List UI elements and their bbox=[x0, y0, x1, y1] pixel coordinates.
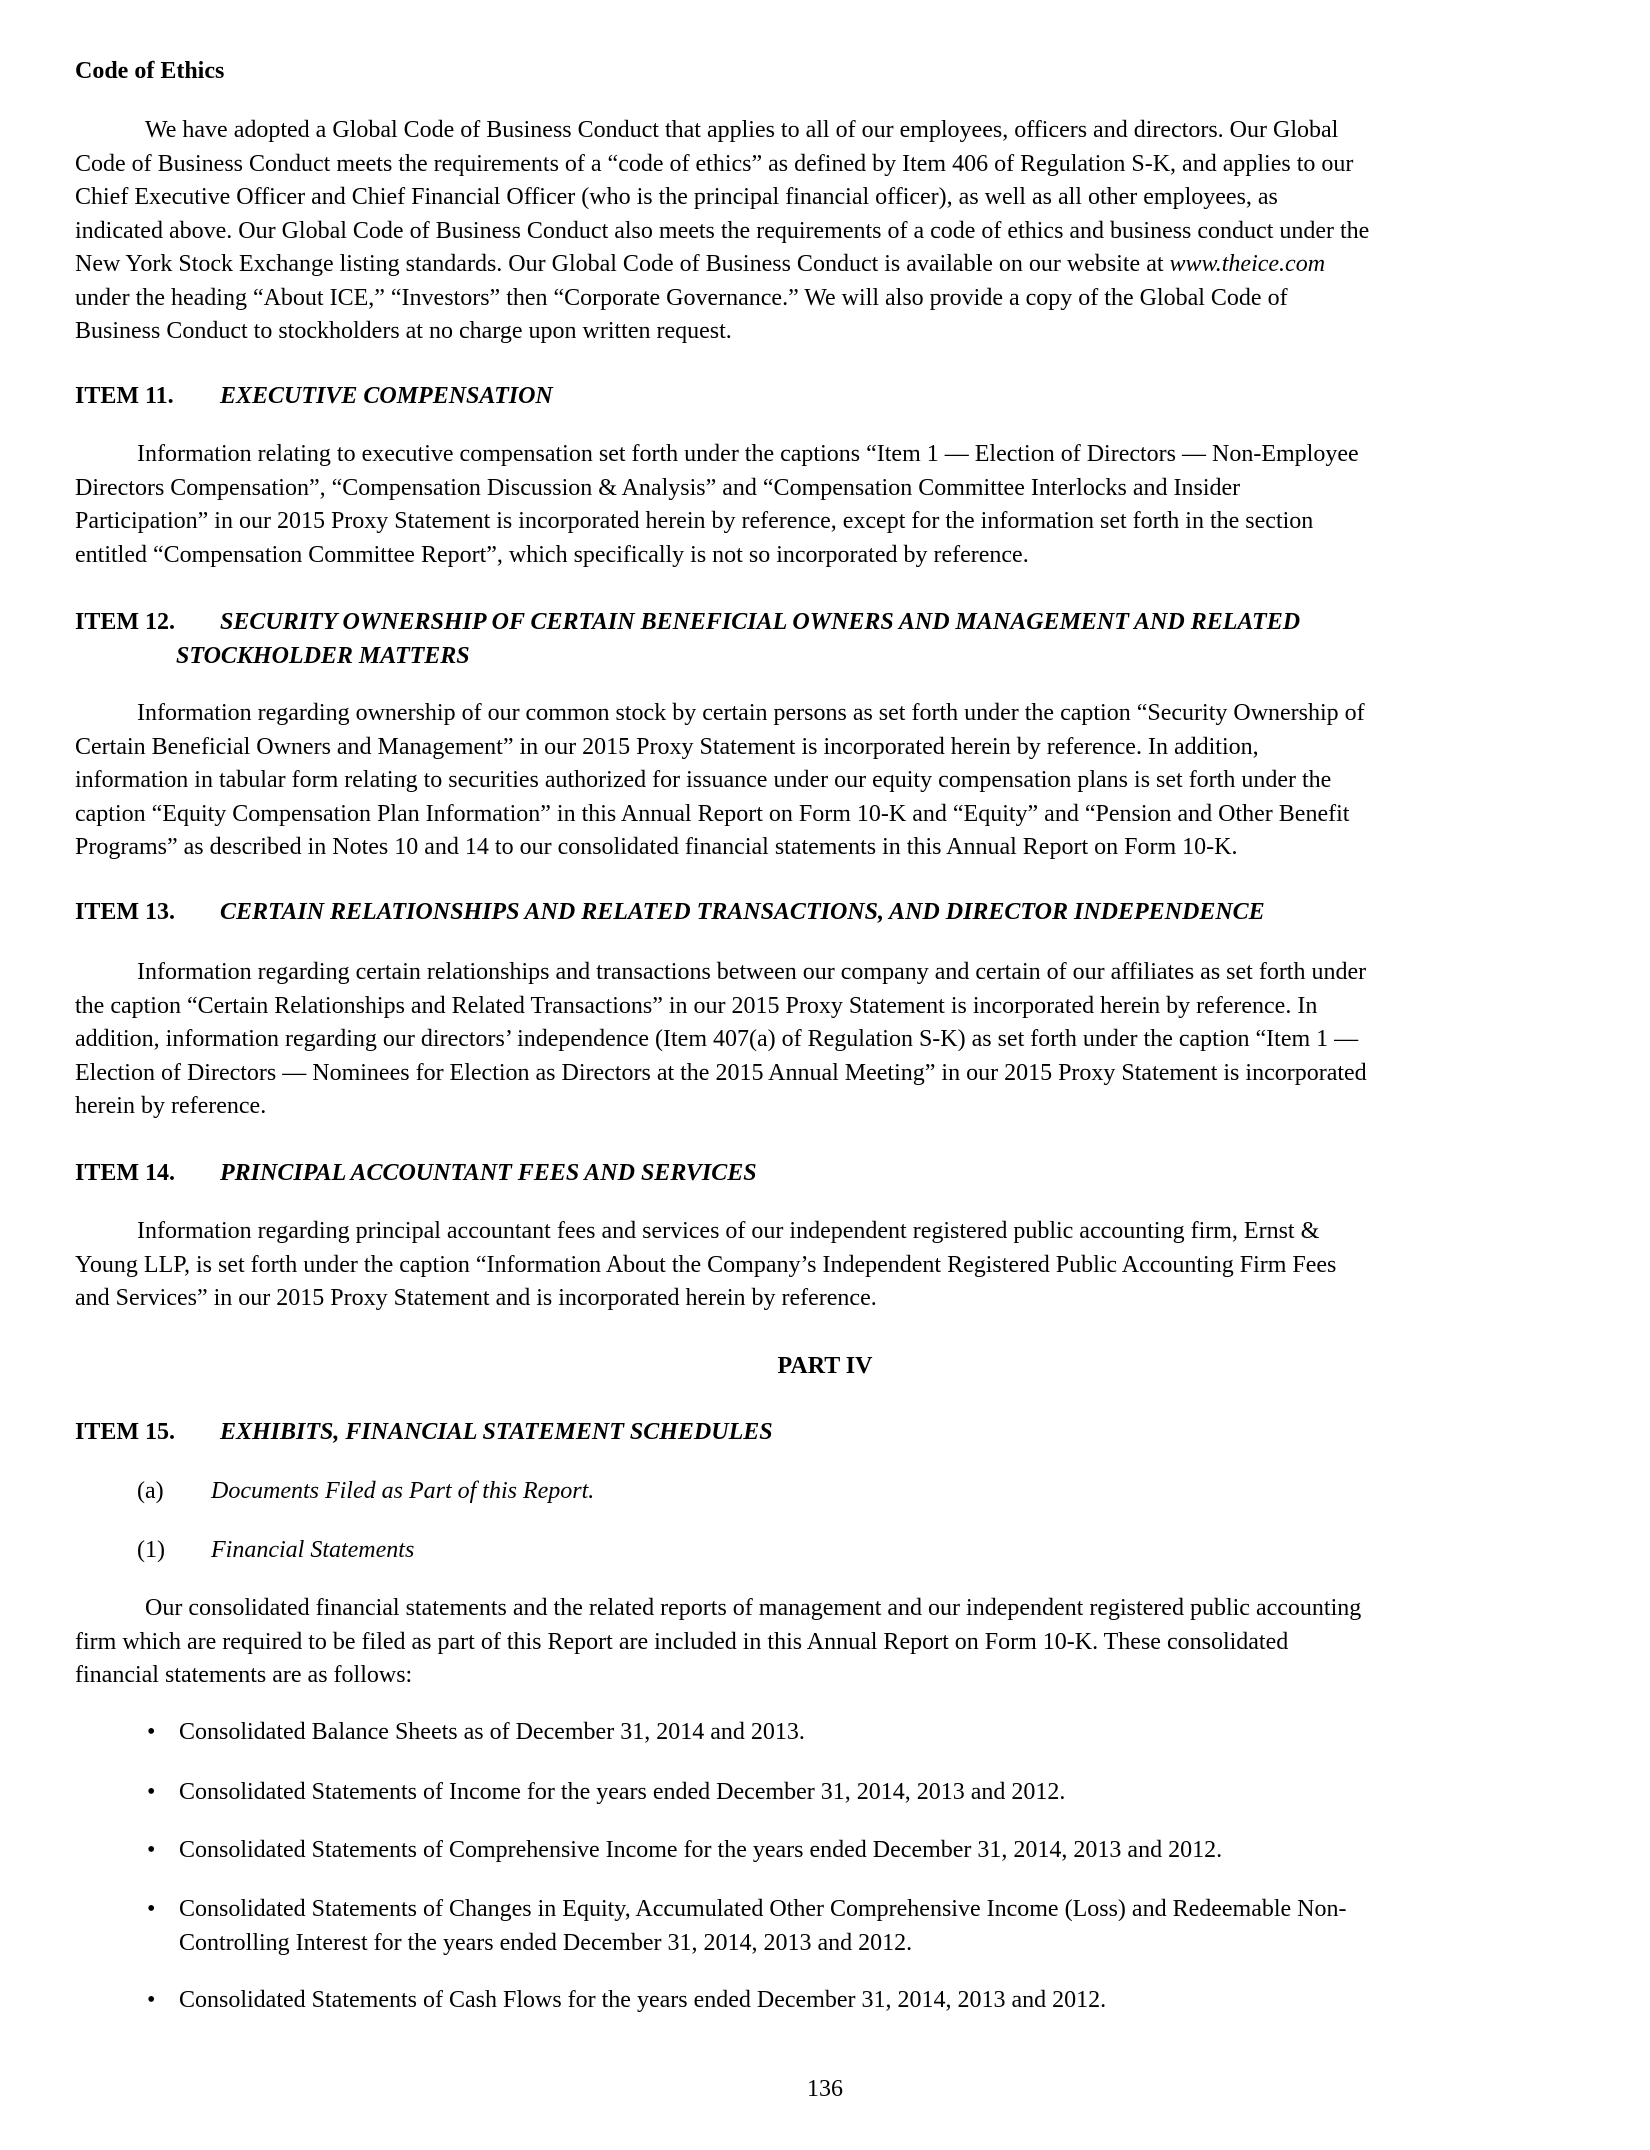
paragraph-line bbox=[75, 1249, 1595, 1283]
paragraph-line bbox=[75, 798, 1595, 832]
paragraph-line bbox=[75, 731, 1595, 765]
bullet-text: Controlling Interest for the years ended December 31, 2014, 2013 and 2012. bbox=[179, 1929, 913, 1956]
paragraph-line bbox=[75, 438, 1595, 472]
paragraph-line-text: New York Stock Exchange listing standards. Our Global Code of Business Conduct is available on our website at bbox=[75, 251, 1170, 277]
item-heading-line bbox=[75, 1157, 1595, 1191]
item-title: SECURITY OWNERSHIP OF CERTAIN BENEFICIAL OWNERS AND MANAGEMENT AND RELATED bbox=[220, 609, 1301, 635]
section-heading: Code of Ethics bbox=[75, 58, 225, 84]
paragraph-line-text: Code of Business Conduct meets the requirements of a “code of ethics” as defined by Item 406 of Regulation S-K, and applies to our bbox=[75, 150, 1354, 177]
item-heading-line bbox=[75, 380, 1595, 414]
subsection-1 bbox=[75, 1534, 1650, 1568]
bullet-line bbox=[147, 1984, 1650, 2018]
paragraph-line-text: Information regarding principal accountant fees and services of our independent registered public accounting firm, Ernst & bbox=[137, 1218, 1320, 1244]
bullet-list-item bbox=[75, 1834, 1650, 1868]
paragraph-line bbox=[75, 114, 1595, 148]
website-link: www.theice.com bbox=[1169, 251, 1326, 277]
paragraph-line-text: entitled “Compensation Committee Report”, which specifically is not so incorporated by reference. bbox=[75, 541, 1029, 568]
item-number: ITEM 14. bbox=[75, 1160, 176, 1186]
paragraph-line bbox=[75, 697, 1595, 731]
bullet-text: Consolidated Statements of Comprehensive Income for the years ended December 31, 2014, 2013 and 2012. bbox=[179, 1837, 1223, 1863]
subsection-label: (a) bbox=[137, 1478, 164, 1504]
paragraph-line bbox=[75, 764, 1595, 798]
paragraph-line bbox=[75, 1659, 1595, 1693]
bullet-text: Consolidated Statements of Income for the years ended December 31, 2014, 2013 and 2012. bbox=[179, 1779, 1066, 1805]
bullet-line bbox=[147, 1927, 1650, 1961]
item13-heading bbox=[75, 896, 1595, 930]
item-heading-line bbox=[75, 606, 1595, 640]
paragraph-line bbox=[75, 539, 1595, 573]
item-title: EXHIBITS, FINANCIAL STATEMENT SCHEDULES bbox=[220, 1419, 773, 1445]
paragraph-line bbox=[75, 1626, 1595, 1660]
paragraph-line bbox=[75, 1215, 1595, 1249]
part-heading: PART IV bbox=[777, 1353, 873, 1379]
paragraph-line bbox=[75, 1057, 1595, 1091]
subsection-line bbox=[137, 1475, 1650, 1509]
paragraph-line-text: addition, information regarding our directors’ independence (Item 407(a) of Regulation S-K) as set forth under the caption “Item 1 — bbox=[75, 1026, 1359, 1052]
paragraph-line bbox=[75, 1282, 1595, 1316]
item-number: ITEM 13. bbox=[75, 899, 176, 925]
paragraph-line-text: We have adopted a Global Code of Business Conduct that applies to all of our employees, officers and directors. Our Global bbox=[145, 117, 1339, 143]
item-title-continued: STOCKHOLDER MATTERS bbox=[176, 642, 470, 669]
item15-paragraph bbox=[75, 1592, 1595, 1693]
paragraph-line bbox=[75, 315, 1595, 349]
item-number: ITEM 12. bbox=[75, 609, 176, 635]
subsection-title: Documents Filed as Part of this Report. bbox=[211, 1478, 595, 1504]
item-title: EXECUTIVE COMPENSATION bbox=[220, 383, 553, 409]
paragraph-line-text: the caption “Certain Relationships and Related Transactions” in our 2015 Proxy Statement is incorporated herein by reference. In bbox=[75, 992, 1318, 1019]
paragraph-line-text: Our consolidated financial statements and the related reports of management and our independent registered public accounting bbox=[145, 1595, 1362, 1621]
bullet-line bbox=[147, 1834, 1650, 1868]
paragraph-line-text: under the heading “About ICE,” “Investors” then “Corporate Governance.” We will also provide a copy of the Global Code of bbox=[75, 284, 1288, 311]
paragraph-line-text: Information regarding certain relationships and transactions between our company and certain of our affiliates as set forth under bbox=[137, 959, 1367, 985]
paragraph-line bbox=[75, 831, 1595, 865]
bullet-line bbox=[147, 1893, 1650, 1927]
page-number: 136 bbox=[807, 2076, 843, 2102]
paragraph-line-text: firm which are required to be filed as part of this Report are included in this Annual Report on Form 10-K. These consolidated bbox=[75, 1628, 1289, 1655]
code_of_ethics-paragraph bbox=[75, 114, 1595, 349]
paragraph-line-text: financial statements are as follows: bbox=[75, 1662, 413, 1688]
paragraph-line bbox=[75, 1023, 1595, 1057]
bullet-text: Consolidated Statements of Cash Flows for the years ended December 31, 2014, 2013 and 2012. bbox=[179, 1987, 1107, 2013]
paragraph-line bbox=[75, 282, 1595, 316]
bullet-icon: • bbox=[147, 1837, 156, 1863]
bullet-text: Consolidated Balance Sheets as of December 31, 2014 and 2013. bbox=[179, 1719, 805, 1745]
bullet-text: Consolidated Statements of Changes in Equity, Accumulated Other Comprehensive Income (Loss) and Redeemable Non- bbox=[179, 1896, 1347, 1922]
bullet-icon: • bbox=[147, 1779, 156, 1805]
item-number: ITEM 15. bbox=[75, 1419, 176, 1445]
bullet-list-item bbox=[75, 1776, 1650, 1810]
paragraph-line bbox=[75, 1592, 1595, 1626]
item-number: ITEM 11. bbox=[75, 383, 174, 409]
paragraph-line-text: and Services” in our 2015 Proxy Statement and is incorporated herein by reference. bbox=[75, 1285, 877, 1311]
item-heading-line bbox=[75, 896, 1595, 930]
paragraph-line bbox=[75, 215, 1595, 249]
paragraph-line-text: Participation” in our 2015 Proxy Statement is incorporated herein by reference, except for the information set forth in the section bbox=[75, 508, 1314, 534]
item12-paragraph bbox=[75, 697, 1595, 865]
item14-heading bbox=[75, 1157, 1595, 1191]
paragraph-line-text: Information relating to executive compensation set forth under the captions “Item 1 — Election of Directors — Non-Employee bbox=[137, 441, 1359, 467]
bullet-list-item bbox=[75, 1716, 1650, 1750]
paragraph-line-text: Election of Directors — Nominees for Election as Directors at the 2015 Annual Meeting” in our 2015 Proxy Statement is incorporated bbox=[75, 1059, 1367, 1086]
paragraph-line-text: Directors Compensation”, “Compensation Discussion & Analysis” and “Compensation Committee Interlocks and Insider bbox=[75, 474, 1241, 501]
paragraph-line bbox=[75, 248, 1595, 282]
bullet-icon: • bbox=[147, 1896, 156, 1922]
paragraph-line bbox=[75, 472, 1595, 506]
item14-paragraph bbox=[75, 1215, 1595, 1316]
paragraph-line-text: indicated above. Our Global Code of Business Conduct also meets the requirements of a code of ethics and business conduct under the bbox=[75, 217, 1370, 244]
bullet-line bbox=[147, 1776, 1650, 1810]
paragraph-line bbox=[75, 505, 1595, 539]
paragraph-line-text: Certain Beneficial Owners and Management” in our 2015 Proxy Statement is incorporated herein by reference. In addition, bbox=[75, 733, 1259, 760]
bullet-icon: • bbox=[147, 1987, 156, 2013]
paragraph-line bbox=[75, 148, 1595, 182]
paragraph-line-text: Young LLP, is set forth under the caption “Information About the Company’s Independent Registered Public Accounting Firm Fees bbox=[75, 1251, 1337, 1278]
subsection-line bbox=[137, 1534, 1650, 1568]
item13-paragraph bbox=[75, 956, 1595, 1124]
paragraph-line-text: caption “Equity Compensation Plan Information” in this Annual Report on Form 10-K and “Equity” and “Pension and Other Benefit bbox=[75, 800, 1350, 827]
item11-heading bbox=[75, 380, 1595, 414]
bullet-line bbox=[147, 1716, 1650, 1750]
bullet-list-item bbox=[75, 1893, 1650, 1960]
paragraph-line-text: herein by reference. bbox=[75, 1093, 267, 1119]
item-heading-line bbox=[75, 1416, 1595, 1450]
item12-heading bbox=[75, 606, 1595, 673]
paragraph-line bbox=[75, 1090, 1595, 1124]
paragraph-line-text: Business Conduct to stockholders at no charge upon written request. bbox=[75, 318, 732, 344]
item11-paragraph bbox=[75, 438, 1595, 572]
item-heading-line bbox=[75, 640, 1595, 674]
item-title: PRINCIPAL ACCOUNTANT FEES AND SERVICES bbox=[220, 1160, 757, 1186]
item15-heading bbox=[75, 1416, 1595, 1450]
paragraph-line bbox=[75, 181, 1595, 215]
item-title: CERTAIN RELATIONSHIPS AND RELATED TRANSACTIONS, AND DIRECTOR INDEPENDENCE bbox=[220, 899, 1265, 925]
paragraph-line-text: Information regarding ownership of our common stock by certain persons as set forth under the caption “Security Ownership of bbox=[137, 700, 1365, 726]
bullet-icon: • bbox=[147, 1719, 156, 1745]
subsection-title: Financial Statements bbox=[211, 1537, 415, 1563]
paragraph-line-text: Chief Executive Officer and Chief Financial Officer (who is the principal financial officer), as well as all other employees, as bbox=[75, 184, 1278, 210]
paragraph-line bbox=[75, 990, 1595, 1024]
paragraph-line bbox=[75, 956, 1595, 990]
subsection-label: (1) bbox=[137, 1537, 165, 1563]
bullet-list-item bbox=[75, 1984, 1650, 2018]
paragraph-line-text: Programs” as described in Notes 10 and 14 to our consolidated financial statements in this Annual Report on Form 10-K. bbox=[75, 834, 1238, 860]
paragraph-line-text: information in tabular form relating to securities authorized for issuance under our equity compensation plans is set forth under the bbox=[75, 767, 1332, 793]
subsection-a bbox=[75, 1475, 1650, 1509]
